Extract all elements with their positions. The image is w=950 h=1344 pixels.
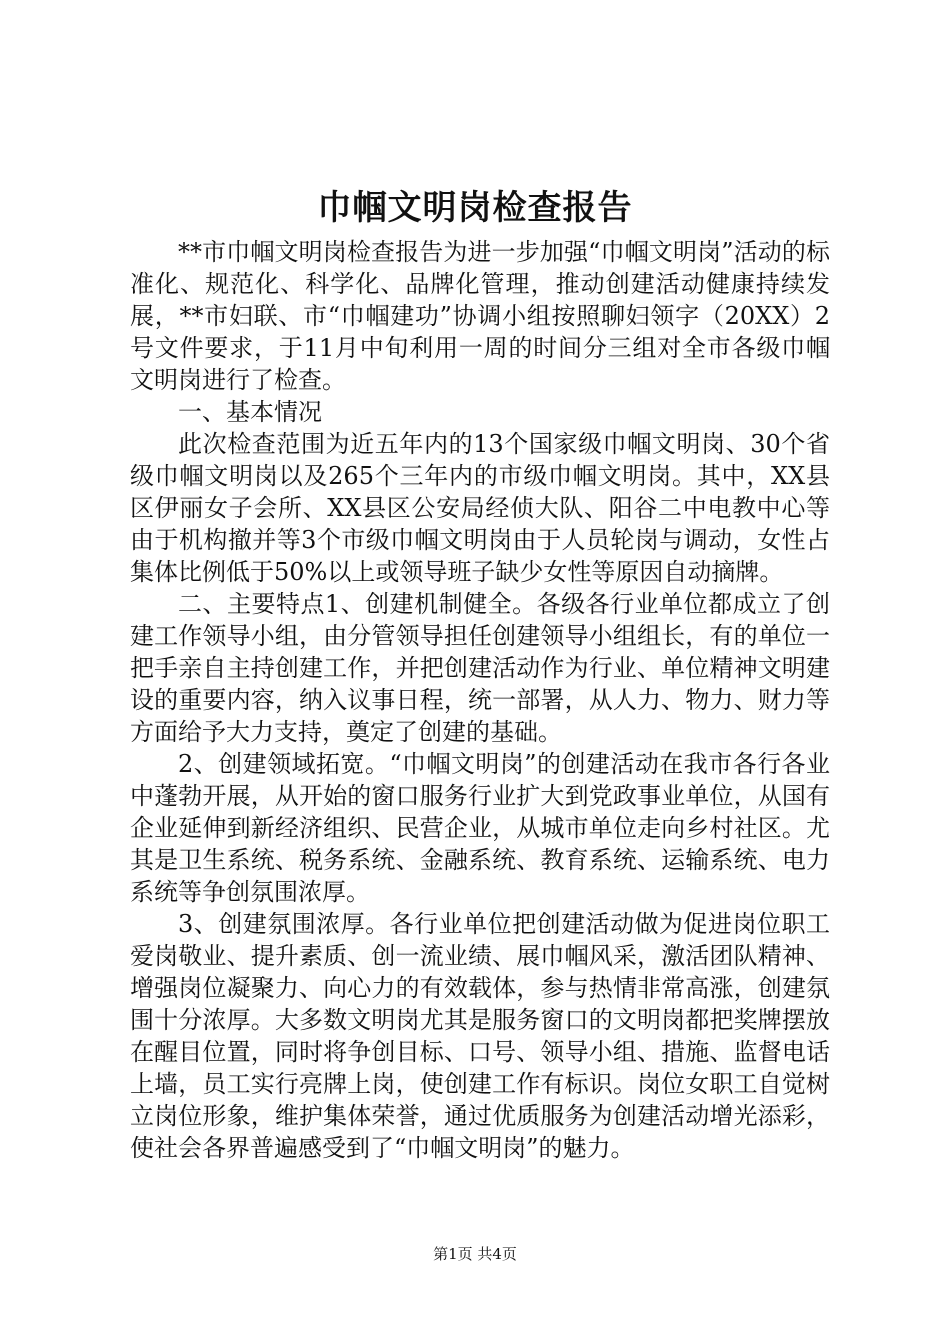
section-heading-basic-situation: 一、基本情况	[178, 398, 322, 426]
paragraph-main-features-1: 二、主要特点1、创建机制健全。各级各行业单位都成立了创建工作领导小组，由分管领导担任创建领导小组组长，有的单位一把手亲自主持创建工作，并把创建活动作为行业、单位精神文明建设的重要内容，纳入议事日程，统一部署，从人力、物力、财力等方面给予大力支持，奠定了创建的基础。	[130, 590, 830, 746]
paragraph-intro: **市巾帼文明岗检查报告为进一步加强“巾帼文明岗”活动的标准化、规范化、科学化、品牌化管理，推动创建活动健康持续发展，**市妇联、市“巾帼建功”协调小组按照聊妇领字（20XX）2号文件要求，于11月中旬利用一周的时间分三组对全市各级巾帼文明岗进行了检查。	[130, 238, 830, 394]
paragraph-main-features-3: 3、创建氛围浓厚。各行业单位把创建活动做为促进岗位职工爱岗敬业、提升素质、创一流业绩、展巾帼风采，激活团队精神、增强岗位凝聚力、向心力的有效载体，参与热情非常高涨，创建氛围十分浓厚。大多数文明岗尤其是服务窗口的文明岗都把奖牌摆放在醒目位置，同时将争创目标、口号、领导小组、措施、监督电话上墙，员工实行亮牌上岗，使创建工作有标识。岗位女职工自觉树立岗位形象，维护集体荣誉，通过优质服务为创建活动增光添彩，使社会各界普遍感受到了“巾帼文明岗”的魅力。	[130, 910, 830, 1162]
page-footer: 第1页 共4页	[433, 1245, 517, 1263]
paragraph-basic-situation: 此次检查范围为近五年内的13个国家级巾帼文明岗、30个省级巾帼文明岗以及265个三年内的市级巾帼文明岗。其中，XX县区伊丽女子会所、XX县区公安局经侦大队、阳谷二中电教中心等由于机构撤并等3个市级巾帼文明岗由于人员轮岗与调动，女性占集体比例低于50%以上或领导班子缺少女性等原因自动摘牌。	[130, 430, 830, 586]
paragraph-main-features-2: 2、创建领域拓宽。“巾帼文明岗”的创建活动在我市各行各业中蓬勃开展，从开始的窗口服务行业扩大到党政事业单位，从国有企业延伸到新经济组织、民营企业，从城市单位走向乡村社区。尤其是卫生系统、税务系统、金融系统、教育系统、运输系统、电力系统等争创氛围浓厚。	[130, 750, 830, 906]
document-body	[130, 236, 830, 1164]
document-title: 巾帼文明岗检查报告	[317, 188, 633, 228]
